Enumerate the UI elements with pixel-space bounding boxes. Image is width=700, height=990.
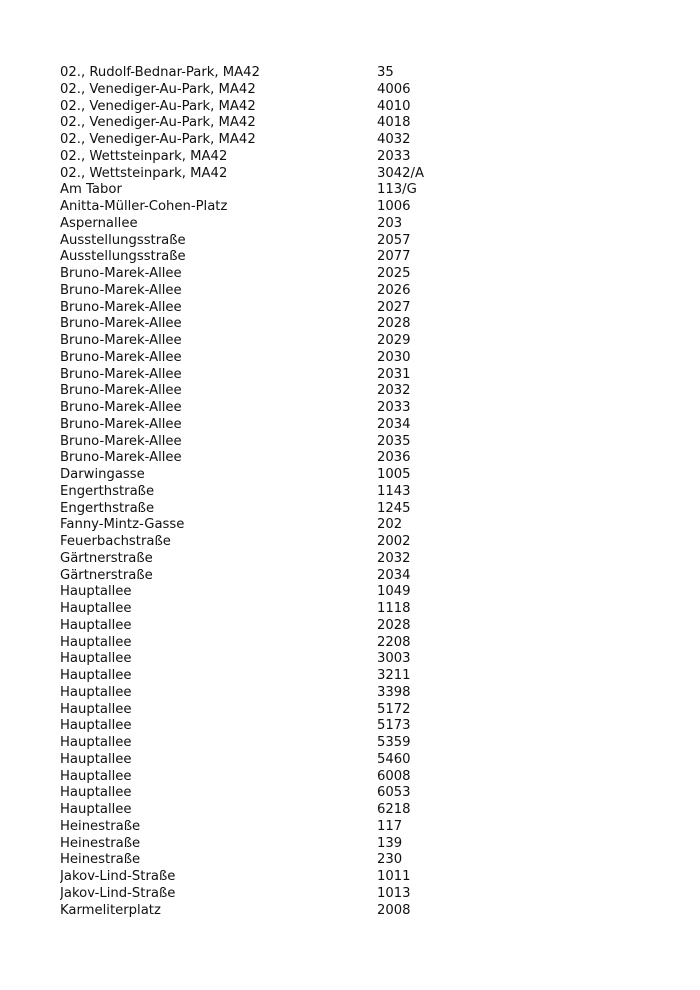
table-row bbox=[60, 802, 500, 819]
location-number: 2034 bbox=[377, 416, 411, 432]
location-number: 203 bbox=[377, 215, 403, 231]
location-number: 2028 bbox=[377, 316, 411, 332]
location-name: Anitta-Müller-Cohen-Platz bbox=[60, 199, 228, 214]
location-number: 2027 bbox=[377, 299, 411, 315]
table-row bbox=[60, 551, 500, 568]
location-name: Bruno-Marek-Allee bbox=[60, 366, 182, 382]
table-row bbox=[60, 601, 500, 618]
table-row bbox=[60, 300, 500, 317]
table-row bbox=[60, 702, 500, 719]
table-row bbox=[60, 568, 500, 585]
table-row bbox=[60, 651, 500, 668]
location-name: Bruno-Marek-Allee bbox=[60, 383, 182, 399]
location-number: 1013 bbox=[377, 885, 411, 901]
table-row bbox=[60, 785, 500, 802]
table-row bbox=[60, 233, 500, 250]
table-row bbox=[60, 149, 500, 166]
location-name: 02., Venediger-Au-Park, MA42 bbox=[60, 81, 256, 97]
location-number: 2030 bbox=[377, 349, 411, 365]
location-name: Jakov-Lind-Straße bbox=[60, 885, 176, 901]
table-row bbox=[60, 635, 500, 652]
location-name: Engerthstraße bbox=[60, 483, 155, 499]
table-row bbox=[60, 166, 500, 183]
location-number: 1005 bbox=[377, 467, 411, 482]
location-name: Feuerbachstraße bbox=[60, 534, 171, 549]
location-name: Engerthstraße bbox=[60, 500, 155, 516]
location-number: 1245 bbox=[377, 500, 411, 516]
location-number: 117 bbox=[377, 818, 403, 834]
table-row bbox=[60, 869, 500, 886]
location-name: Karmeliterplatz bbox=[60, 902, 161, 918]
location-name: Hauptallee bbox=[60, 751, 132, 767]
location-number: 4010 bbox=[377, 98, 411, 114]
location-number: 1011 bbox=[377, 869, 411, 884]
location-name: Hauptallee bbox=[60, 718, 132, 734]
location-number: 2002 bbox=[377, 534, 411, 549]
location-name: Aspernallee bbox=[60, 215, 138, 231]
location-name: Bruno-Marek-Allee bbox=[60, 400, 182, 415]
location-name: Hauptallee bbox=[60, 601, 132, 616]
table-row bbox=[60, 467, 500, 484]
location-number: 5460 bbox=[377, 751, 411, 767]
location-number: 2026 bbox=[377, 282, 411, 298]
location-name: Bruno-Marek-Allee bbox=[60, 282, 182, 298]
location-number: 3211 bbox=[377, 668, 411, 683]
table-row bbox=[60, 316, 500, 333]
location-name: Ausstellungsstraße bbox=[60, 232, 186, 248]
location-number: 2032 bbox=[377, 383, 411, 399]
table-row bbox=[60, 434, 500, 451]
table-row bbox=[60, 752, 500, 769]
location-name: Hauptallee bbox=[60, 785, 132, 801]
location-name: Hauptallee bbox=[60, 684, 132, 700]
location-number: 2036 bbox=[377, 450, 411, 466]
location-number: 2033 bbox=[377, 400, 411, 415]
location-name: Bruno-Marek-Allee bbox=[60, 349, 182, 365]
location-name: Jakov-Lind-Straße bbox=[60, 869, 176, 884]
location-number: 2029 bbox=[377, 333, 411, 348]
location-number: 2033 bbox=[377, 148, 411, 164]
table-row bbox=[60, 819, 500, 836]
location-name: Hauptallee bbox=[60, 668, 132, 683]
location-number: 1049 bbox=[377, 584, 411, 600]
location-name: Hauptallee bbox=[60, 584, 132, 600]
location-number: 4018 bbox=[377, 115, 411, 131]
table-row bbox=[60, 400, 500, 417]
location-number: 4032 bbox=[377, 132, 411, 147]
location-number: 2057 bbox=[377, 232, 411, 248]
location-name: Heinestraße bbox=[60, 818, 141, 834]
location-number: 1006 bbox=[377, 199, 411, 214]
location-number: 230 bbox=[377, 852, 403, 868]
location-number: 2008 bbox=[377, 902, 411, 918]
location-number: 2025 bbox=[377, 266, 411, 281]
location-number: 35 bbox=[377, 65, 394, 80]
location-name: Hauptallee bbox=[60, 651, 132, 667]
location-name: Hauptallee bbox=[60, 768, 132, 784]
table-row bbox=[60, 584, 500, 601]
location-number: 2028 bbox=[377, 617, 411, 633]
location-name: Darwingasse bbox=[60, 467, 145, 482]
location-number: 202 bbox=[377, 517, 403, 533]
location-number: 6008 bbox=[377, 768, 411, 784]
table-row bbox=[60, 367, 500, 384]
location-number: 2077 bbox=[377, 249, 411, 265]
location-list bbox=[60, 65, 500, 919]
table-row bbox=[60, 718, 500, 735]
location-number: 4006 bbox=[377, 81, 411, 97]
location-number: 2032 bbox=[377, 550, 411, 566]
location-number: 5172 bbox=[377, 701, 411, 717]
table-row bbox=[60, 903, 500, 920]
location-number: 6053 bbox=[377, 785, 411, 801]
table-row bbox=[60, 115, 500, 132]
table-row bbox=[60, 534, 500, 551]
location-name: Hauptallee bbox=[60, 617, 132, 633]
location-number: 2035 bbox=[377, 433, 411, 449]
table-row bbox=[60, 82, 500, 99]
location-number: 2208 bbox=[377, 634, 411, 650]
table-row bbox=[60, 735, 500, 752]
table-row bbox=[60, 99, 500, 116]
table-row bbox=[60, 266, 500, 283]
table-row bbox=[60, 501, 500, 518]
location-number: 1143 bbox=[377, 483, 411, 499]
table-row bbox=[60, 668, 500, 685]
location-name: Bruno-Marek-Allee bbox=[60, 316, 182, 332]
location-name: 02., Wettsteinpark, MA42 bbox=[60, 148, 228, 164]
table-row bbox=[60, 132, 500, 149]
table-row bbox=[60, 417, 500, 434]
location-name: Am Tabor bbox=[60, 182, 122, 198]
location-name: Gärtnerstraße bbox=[60, 567, 153, 583]
location-name: Fanny-Mintz-Gasse bbox=[60, 517, 185, 533]
table-row bbox=[60, 350, 500, 367]
location-name: Heinestraße bbox=[60, 835, 141, 851]
location-name: 02., Rudolf-Bednar-Park, MA42 bbox=[60, 65, 260, 80]
location-name: Ausstellungsstraße bbox=[60, 249, 186, 265]
location-name: Bruno-Marek-Allee bbox=[60, 266, 182, 281]
table-row bbox=[60, 249, 500, 266]
table-row bbox=[60, 450, 500, 467]
location-number: 1118 bbox=[377, 601, 411, 616]
table-row bbox=[60, 216, 500, 233]
location-name: Heinestraße bbox=[60, 852, 141, 868]
table-row bbox=[60, 517, 500, 534]
table-row bbox=[60, 199, 500, 216]
location-name: 02., Venediger-Au-Park, MA42 bbox=[60, 98, 256, 114]
location-name: Gärtnerstraße bbox=[60, 550, 153, 566]
table-row bbox=[60, 685, 500, 702]
table-row bbox=[60, 333, 500, 350]
location-name: Bruno-Marek-Allee bbox=[60, 450, 182, 466]
location-number: 3003 bbox=[377, 651, 411, 667]
location-name: Bruno-Marek-Allee bbox=[60, 416, 182, 432]
location-number: 139 bbox=[377, 835, 403, 851]
location-name: Hauptallee bbox=[60, 701, 132, 717]
location-name: Bruno-Marek-Allee bbox=[60, 433, 182, 449]
location-number: 2031 bbox=[377, 366, 411, 382]
location-name: Hauptallee bbox=[60, 735, 132, 750]
table-row bbox=[60, 618, 500, 635]
location-name: Hauptallee bbox=[60, 634, 132, 650]
location-name: Bruno-Marek-Allee bbox=[60, 299, 182, 315]
location-name: 02., Wettsteinpark, MA42 bbox=[60, 165, 228, 181]
table-row bbox=[60, 484, 500, 501]
location-number: 5173 bbox=[377, 718, 411, 734]
table-row bbox=[60, 769, 500, 786]
location-number: 6218 bbox=[377, 802, 411, 817]
location-name: 02., Venediger-Au-Park, MA42 bbox=[60, 115, 256, 131]
table-row bbox=[60, 886, 500, 903]
location-number: 5359 bbox=[377, 735, 411, 750]
table-row bbox=[60, 65, 500, 82]
location-number: 113/G bbox=[377, 182, 417, 198]
location-number: 3042/A bbox=[377, 165, 425, 181]
location-name: 02., Venediger-Au-Park, MA42 bbox=[60, 132, 256, 147]
location-number: 3398 bbox=[377, 684, 411, 700]
table-row bbox=[60, 852, 500, 869]
location-number: 2034 bbox=[377, 567, 411, 583]
table-row bbox=[60, 283, 500, 300]
table-row bbox=[60, 836, 500, 853]
table-row bbox=[60, 383, 500, 400]
location-name: Bruno-Marek-Allee bbox=[60, 333, 182, 348]
location-name: Hauptallee bbox=[60, 802, 132, 817]
table-row bbox=[60, 182, 500, 199]
